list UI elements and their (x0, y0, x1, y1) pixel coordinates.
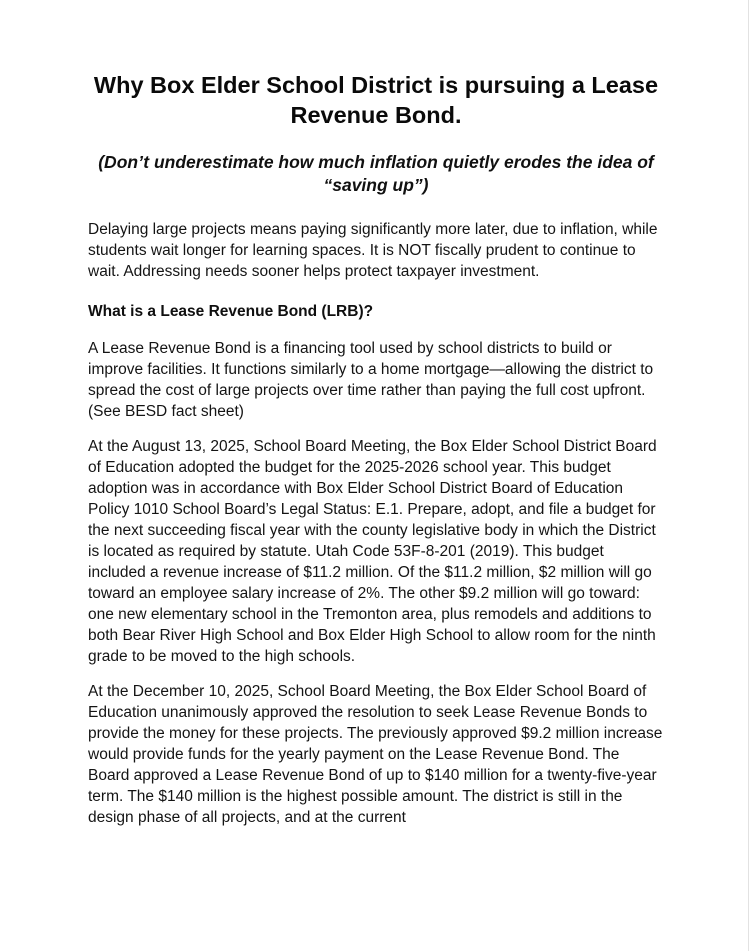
intro-paragraph: Delaying large projects means paying significantly more later, due to inflation, while students wait longer for learning spaces. It is NOT fiscally prudent to continue to wait. Addressing needs sooner helps protect taxpayer investment. (88, 221, 658, 280)
resolution-paragraph: At the December 10, 2025, School Board Meeting, the Box Elder School Board of Education unanimously approved the resolution to seek Lease Revenue Bonds to provide the money for these projects. The previously approved $9.2 million increase would provide funds for the yearly payment on the Lease Revenue Bond. The Board approved a Lease Revenue Bond of up to $140 million for a twenty-five-year term. The $140 million is the highest possible amount. The district is still in the design phase of all projects, and at the current (88, 683, 663, 826)
definition-paragraph: A Lease Revenue Bond is a financing tool used by school districts to build or improve facilities. It functions similarly to a home mortgage—allowing the district to spread the cost of large projects over time rather than paying the full cost upfront. (See BESD fact sheet) (88, 340, 654, 420)
document-subtitle: (Don’t underestimate how much inflation quietly erodes the idea of “saving up”) (98, 152, 654, 195)
section-heading-lrb: What is a Lease Revenue Bond (LRB)? (88, 303, 374, 320)
document-page (88, 70, 664, 828)
document-title: Why Box Elder School District is pursuing a Lease Revenue Bond. (93, 72, 659, 128)
page-edge-divider (748, 0, 749, 951)
budget-paragraph: At the August 13, 2025, School Board Meeting, the Box Elder School District Board of Education adopted the budget for the 2025-2026 school year. This budget adoption was in accordance with Box Elder School District Board of Education Policy 1010 School Board’s Legal Status: E.1. Prepare, adopt, and file a budget for the next succeeding fiscal year with the county legislative body in which the District is located as required by statute. Utah Code 53F-8-201 (2019). This budget included a revenue increase of $11.2 million. Of the $11.2 million, $2 million will go toward an employee salary increase of 2%. The other $9.2 million will go toward: one new elementary school in the Tremonton area, plus remodels and additions to both Bear River High School and Box Elder High School to allow room for the ninth grade to be moved to the high schools. (88, 438, 657, 665)
